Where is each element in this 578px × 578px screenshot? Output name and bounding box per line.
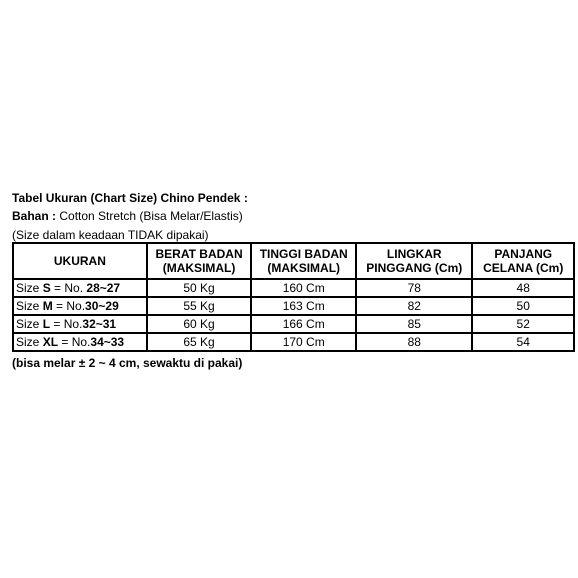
material-value: Cotton Stretch (Bisa Melar/Elastis) [56, 209, 243, 223]
size-table [12, 242, 575, 352]
panjang-cell: 50 [472, 297, 574, 315]
table-row [13, 333, 574, 351]
panjang-cell: 54 [472, 333, 574, 351]
stretch-note: (bisa melar ± 2 ~ 4 cm, sewaktu di pakai) [12, 356, 243, 370]
panjang-cell: 48 [472, 279, 574, 297]
lingkar-cell: 82 [356, 297, 472, 315]
size-cell: Size L = No.32~31 [13, 315, 147, 333]
lingkar-cell: 88 [356, 333, 472, 351]
header-panjang-celana: PANJANG CELANA (Cm) [472, 243, 574, 279]
berat-cell: 65 Kg [147, 333, 252, 351]
table-header-row [13, 243, 574, 279]
header-tinggi-badan: TINGGI BADAN (MAKSIMAL) [251, 243, 356, 279]
table-row [13, 315, 574, 333]
tinggi-cell: 160 Cm [251, 279, 356, 297]
berat-cell: 50 Kg [147, 279, 252, 297]
tinggi-cell: 163 Cm [251, 297, 356, 315]
lingkar-cell: 85 [356, 315, 472, 333]
size-note: (Size dalam keadaan TIDAK dipakai) [12, 228, 209, 242]
berat-cell: 55 Kg [147, 297, 252, 315]
material-line [12, 209, 574, 227]
chart-title: Tabel Ukuran (Chart Size) Chino Pendek : [12, 191, 248, 205]
tinggi-cell: 170 Cm [251, 333, 356, 351]
size-cell: Size XL = No.34~33 [13, 333, 147, 351]
size-chart-document [12, 191, 574, 370]
header-lingkar-pinggang: LINGKAR PINGGANG (Cm) [356, 243, 472, 279]
panjang-cell: 52 [472, 315, 574, 333]
size-cell: Size S = No. 28~27 [13, 279, 147, 297]
table-row [13, 297, 574, 315]
berat-cell: 60 Kg [147, 315, 252, 333]
header-ukuran: UKURAN [13, 243, 147, 279]
lingkar-cell: 78 [356, 279, 472, 297]
header-berat-badan: BERAT BADAN (MAKSIMAL) [147, 243, 252, 279]
size-cell: Size M = No.30~29 [13, 297, 147, 315]
table-row [13, 279, 574, 297]
material-label: Bahan : [12, 209, 57, 223]
tinggi-cell: 166 Cm [251, 315, 356, 333]
